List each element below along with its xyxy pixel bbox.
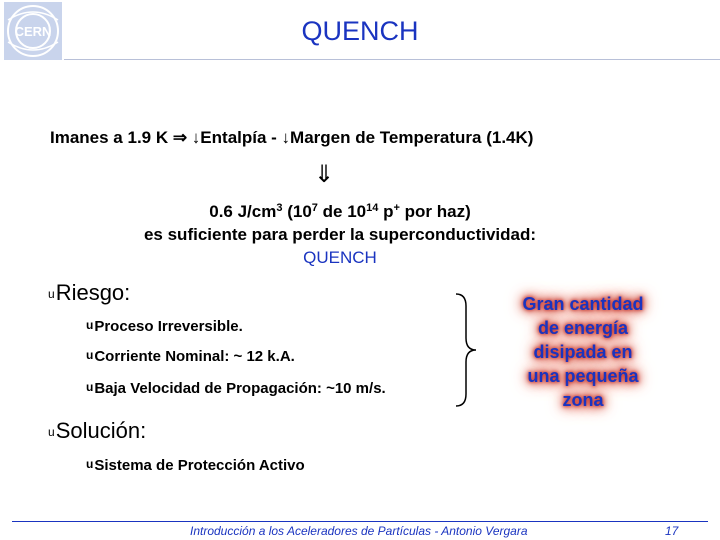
energy-line-2: es suficiente para perder la superconductividad: [143,225,537,244]
callout-line: disipada en [533,342,633,362]
footer-text: Introducción a los Aceleradores de Partículas - Antonio Vergara [190,524,528,538]
list-item [86,457,305,474]
superscript: 3 [276,202,283,214]
energy-text: de 10 [317,202,367,221]
bullet-icon: u [86,380,94,394]
bullet-icon: u [86,457,94,471]
bullet-icon: u [86,348,94,362]
energy-callout [502,292,664,412]
list-item [86,318,243,335]
intro-line: Imanes a 1.9 K ⇒ ↓Entalpía - ↓Margen de Temperatura (1.4K) [50,128,534,147]
bullet-icon: u [86,318,94,332]
list-item [86,380,386,397]
list-item-text: Proceso Irreversible. [94,318,243,335]
riesgo-label: Riesgo: [55,280,131,305]
list-item-text: Corriente Nominal: ~ 12 k.A. [94,348,295,365]
superscript: + [393,202,400,214]
energy-line-1 [100,200,580,223]
superscript: 7 [311,202,318,214]
energy-text: 0.6 J/cm [209,202,277,221]
energy-line-3: QUENCH [303,248,377,267]
superscript: 14 [366,202,379,214]
page-number: 17 [665,524,679,538]
solucion-label: Solución: [55,418,147,443]
callout-line: zona [562,390,604,410]
cern-logo-text: CERN [14,24,52,39]
bullet-icon: u [48,287,55,301]
energy-statement [100,200,580,269]
title-divider [64,59,720,60]
list-item-text: Sistema de Protección Activo [94,457,305,474]
energy-text: por haz) [399,202,471,221]
energy-text: (10 [282,202,312,221]
riesgo-heading [48,280,130,306]
list-item [86,348,295,365]
callout-line: de energía [537,318,629,338]
footer-divider [12,521,708,522]
energy-text: p [378,202,394,221]
bullet-icon: u [48,425,55,439]
slide-title: QUENCH [301,16,419,46]
solucion-heading [48,418,146,444]
callout-line: una pequeña [527,366,639,386]
callout-line: Gran cantidad [522,294,644,314]
list-item-text: Baja Velocidad de Propagación: ~10 m/s. [94,380,386,397]
implies-down-arrow-icon: ⇓ [314,161,335,188]
right-brace-icon [454,292,478,408]
